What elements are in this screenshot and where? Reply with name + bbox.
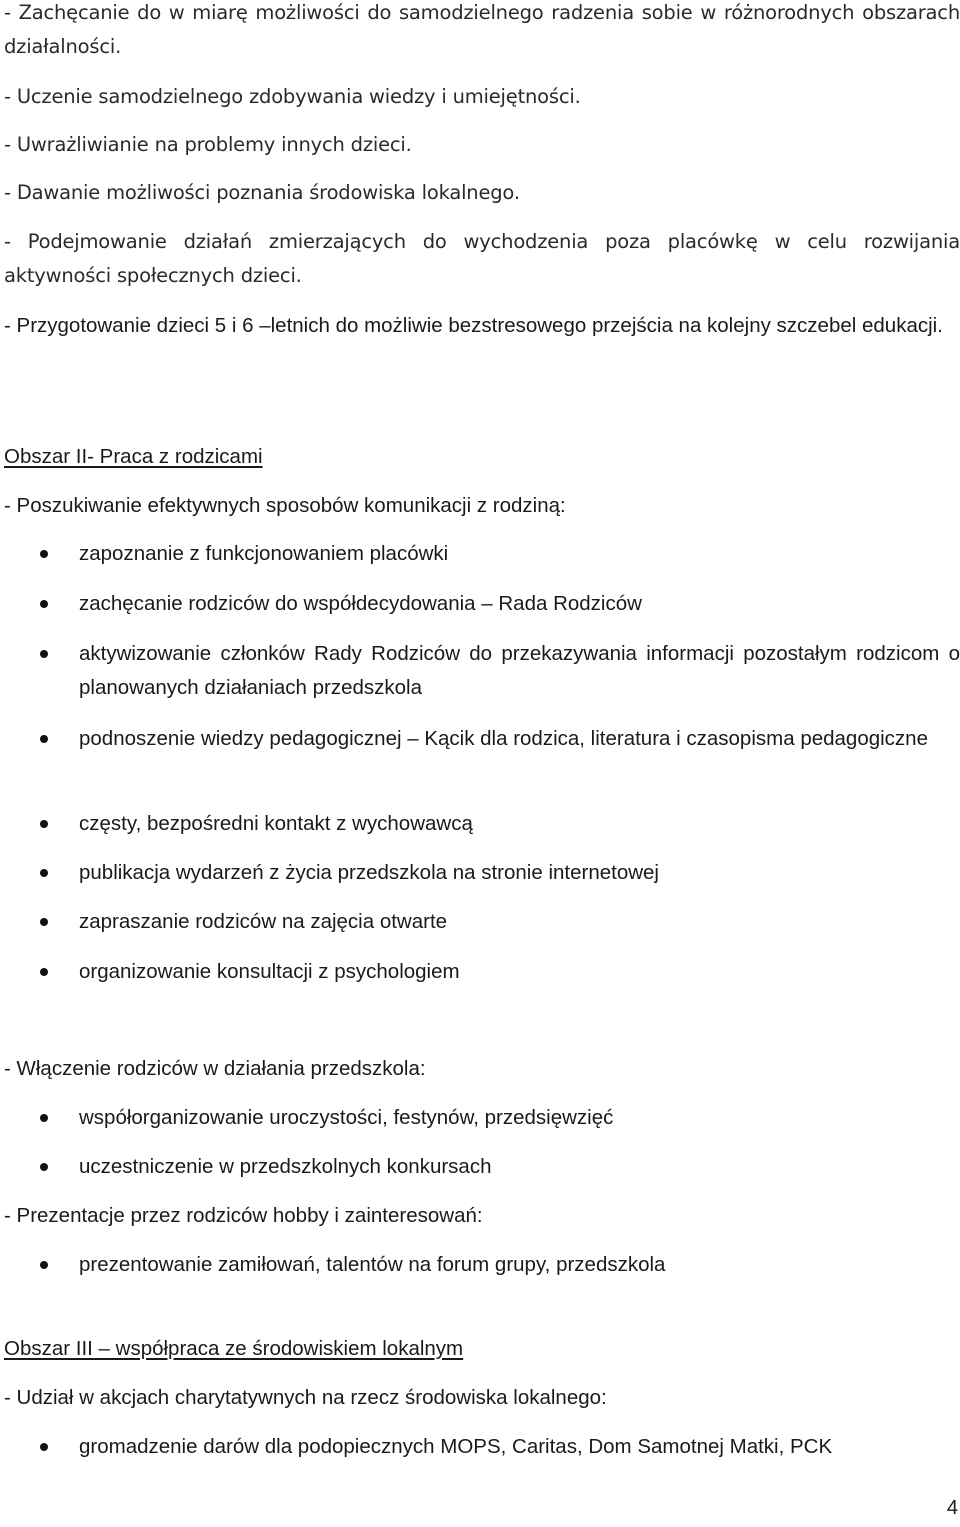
bullet-icon xyxy=(40,1443,48,1451)
list-item-text: zapraszanie rodziców na zajęcia otwarte xyxy=(79,910,448,933)
list-item xyxy=(79,537,960,571)
list-item xyxy=(79,856,960,890)
area2-involvement-label: - Włączenie rodziców w działania przedszkola: xyxy=(4,1057,426,1080)
bullet-icon xyxy=(40,820,48,828)
bullet-icon xyxy=(40,1163,48,1171)
intro-item-local-environment: - Dawanie możliwości poznania środowiska lokalnego. xyxy=(4,181,520,204)
list-item-text: prezentowanie zamiłowań, talentów na forum grupy, przedszkola xyxy=(79,1253,666,1276)
list-item xyxy=(79,807,960,841)
bullet-icon xyxy=(40,650,48,658)
list-item xyxy=(79,955,960,989)
list-item-text: współorganizowanie uroczystości, festynów, przedsięwzięć xyxy=(79,1106,614,1129)
list-item xyxy=(79,905,960,939)
area2-hobbies-label: - Prezentacje przez rodziców hobby i zainteresowań: xyxy=(4,1204,483,1227)
intro-item-school-transition: - Przygotowanie dzieci 5 i 6 –letnich do możliwie bezstresowego przejścia na kolejny szczebel edukacji. xyxy=(4,314,943,337)
bullet-icon xyxy=(40,1114,48,1122)
list-item-text: uczestniczenie w przedszkolnych konkursach xyxy=(79,1155,492,1178)
intro-item-sensitivity: - Uwrażliwianie na problemy innych dzieci. xyxy=(4,133,412,156)
list-item xyxy=(79,587,960,621)
list-item-text: podnoszenie wiedzy pedagogicznej – Kącik dla rodzica, literatura i czasopisma pedagogiczne xyxy=(79,727,928,750)
intro-item-outside-activities: - Podejmowanie działań zmierzających do wychodzenia poza placówkę w celu rozwijania aktywności społecznych dzieci. xyxy=(4,230,960,287)
list-item xyxy=(79,1150,960,1184)
list-item xyxy=(79,1430,960,1464)
list-item xyxy=(79,722,960,756)
area3-heading: Obszar III – współpraca ze środowiskiem lokalnym xyxy=(4,1337,464,1360)
intro-item-learning: - Uczenie samodzielnego zdobywania wiedzy i umiejętności. xyxy=(4,85,581,108)
list-item xyxy=(79,637,960,705)
bullet-icon xyxy=(40,968,48,976)
list-item-text: publikacja wydarzeń z życia przedszkola na stronie internetowej xyxy=(79,861,659,884)
list-item-text: aktywizowanie członków Rady Rodziców do przekazywania informacji pozostałym rodzicom o planowanych działaniach przedszkola xyxy=(79,642,960,699)
list-item-text: organizowanie konsultacji z psychologiem xyxy=(79,960,460,983)
list-item-text: zachęcanie rodziców do współdecydowania – Rada Rodziców xyxy=(79,592,642,615)
bullet-icon xyxy=(40,1261,48,1269)
list-item-text: zapoznanie z funkcjonowaniem placówki xyxy=(79,542,449,565)
area3-charity-label: - Udział w akcjach charytatywnych na rzecz środowiska lokalnego: xyxy=(4,1386,607,1409)
page-number: 4 xyxy=(946,1497,958,1519)
bullet-icon xyxy=(40,600,48,608)
bullet-icon xyxy=(40,550,48,558)
list-item-text: częsty, bezpośredni kontakt z wychowawcą xyxy=(79,812,473,835)
list-item xyxy=(79,1101,960,1135)
list-item-text: gromadzenie darów dla podopiecznych MOPS, Caritas, Dom Samotnej Matki, PCK xyxy=(79,1435,833,1458)
bullet-icon xyxy=(40,735,48,743)
intro-item-independence: - Zachęcanie do w miarę możliwości do samodzielnego radzenia sobie w różnorodnych obszarach działalności. xyxy=(4,1,960,58)
list-item xyxy=(79,1248,960,1282)
area2-communication-label: - Poszukiwanie efektywnych sposobów komunikacji z rodziną: xyxy=(4,494,566,517)
bullet-icon xyxy=(40,869,48,877)
area2-heading: Obszar II- Praca z rodzicami xyxy=(4,445,263,468)
bullet-icon xyxy=(40,918,48,926)
